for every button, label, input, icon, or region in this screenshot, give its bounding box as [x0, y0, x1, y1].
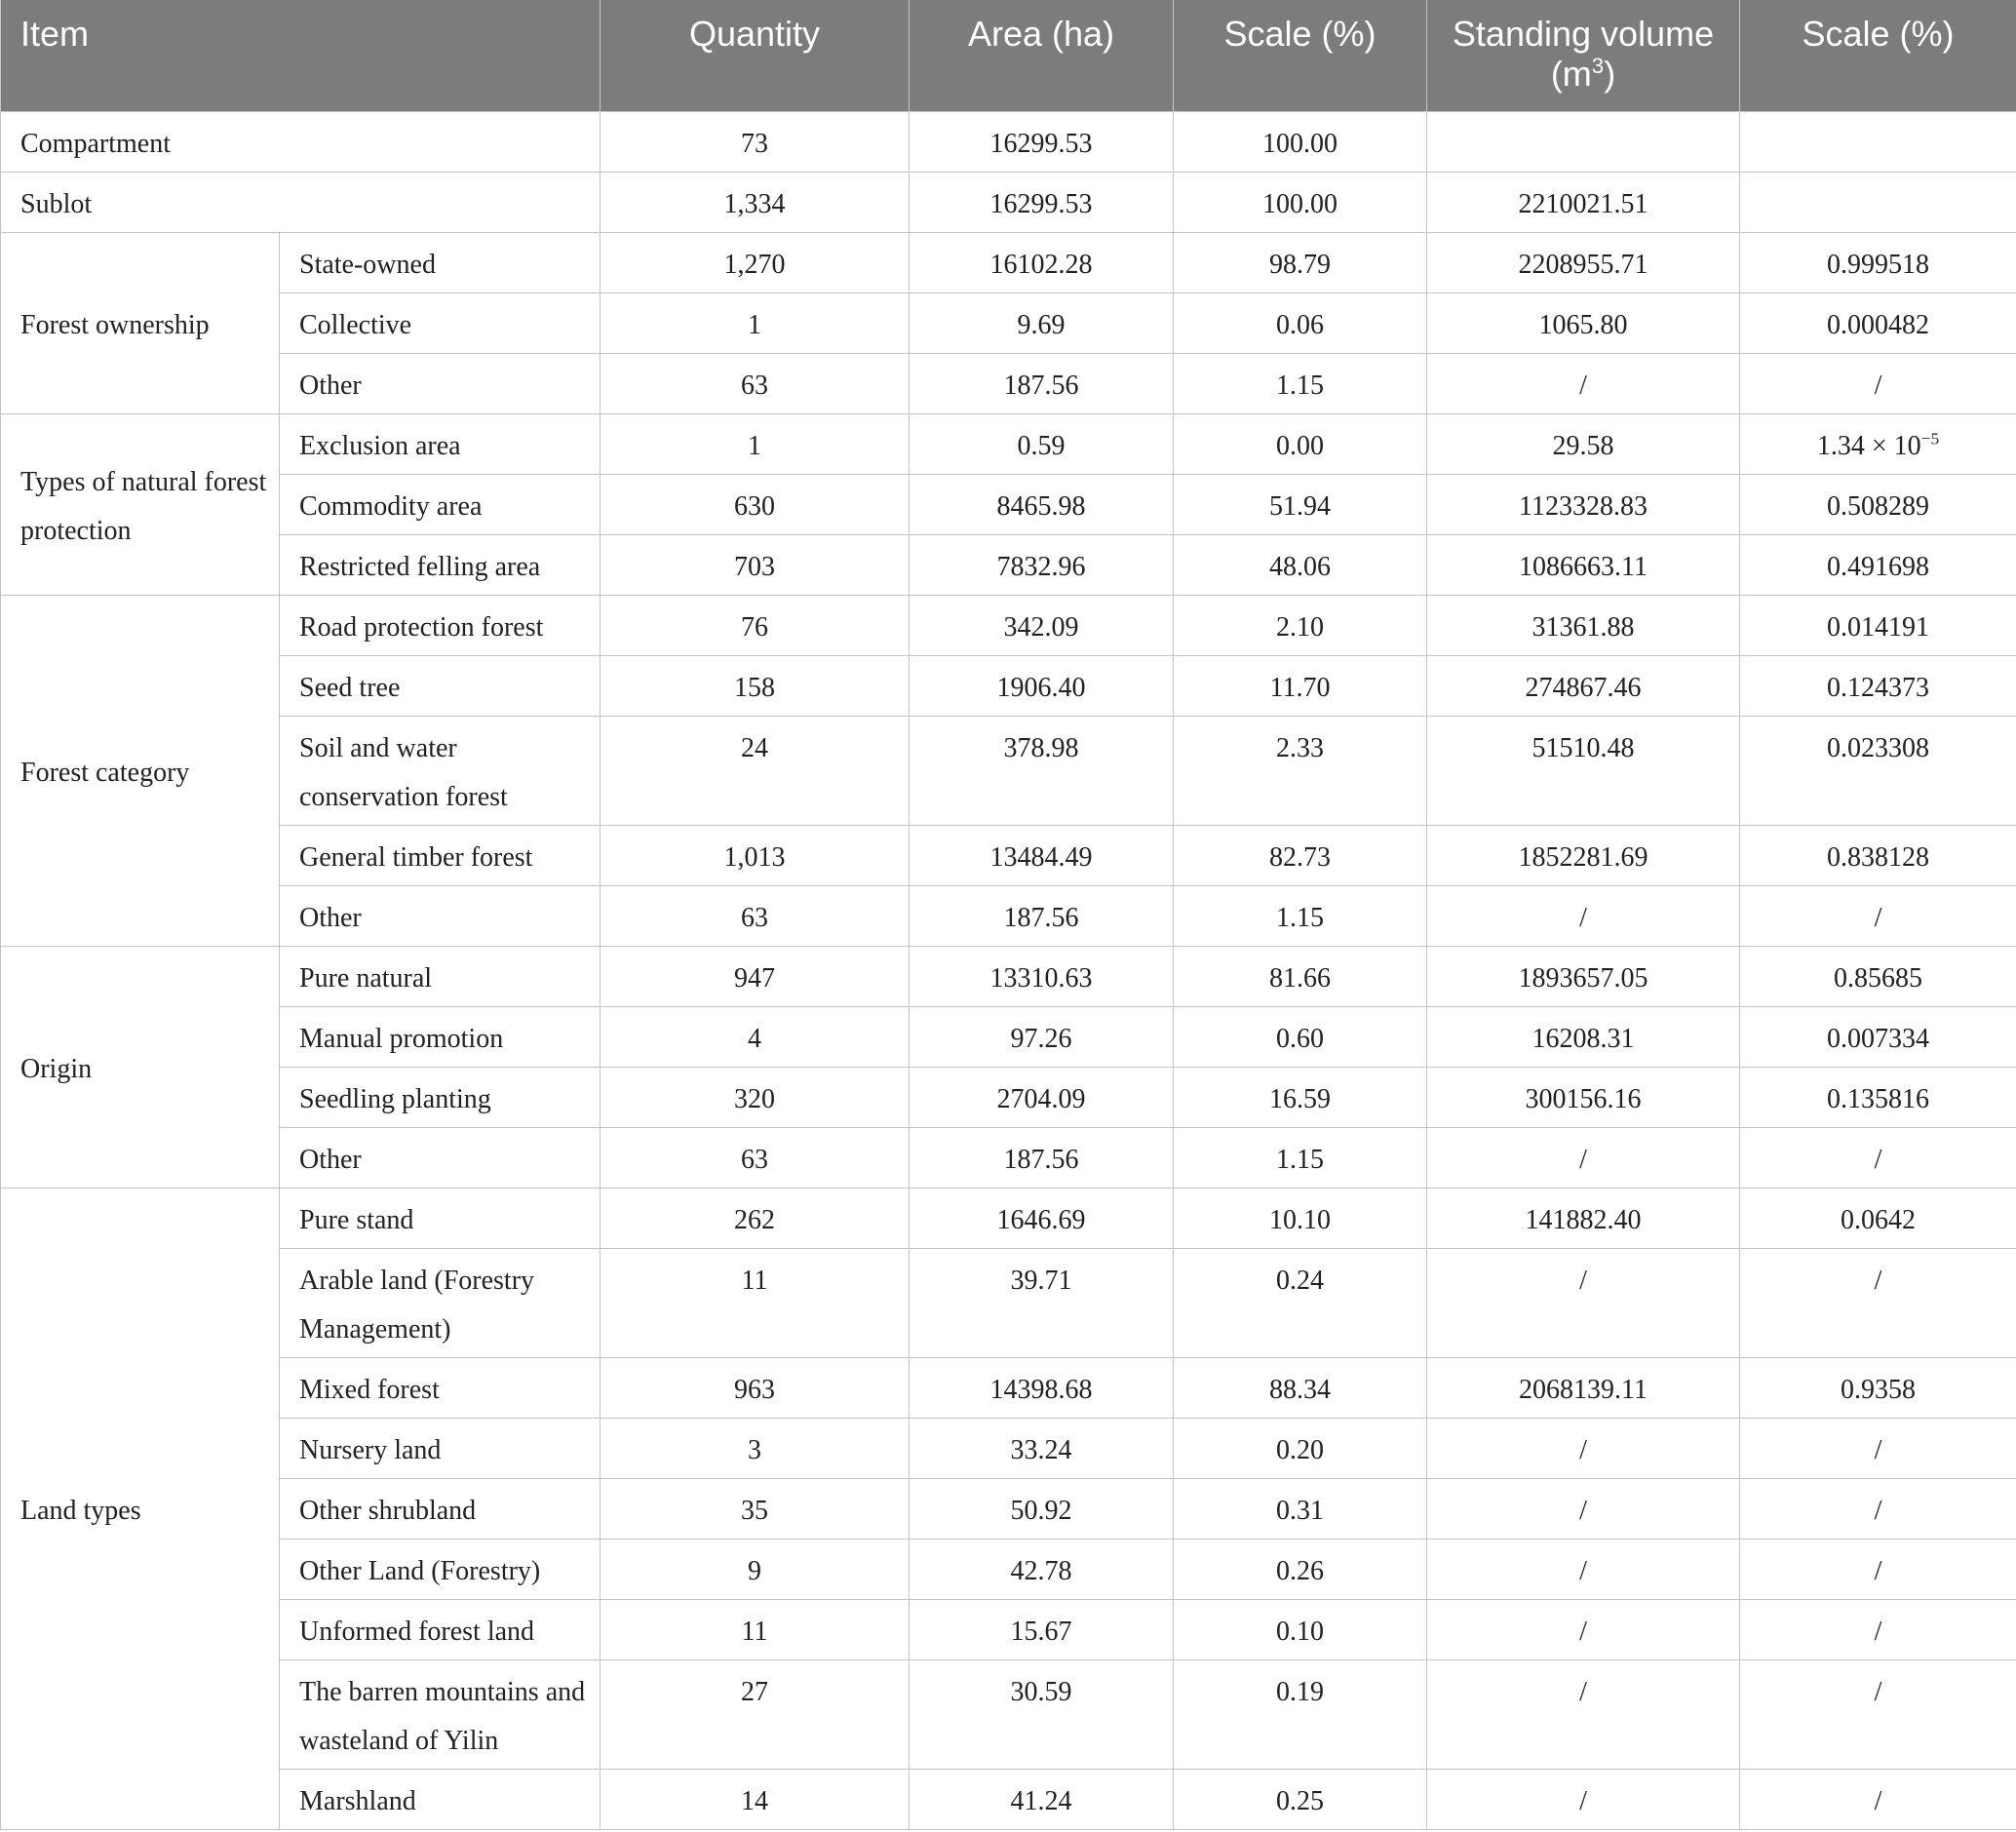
- volume-scale-cell: 0.135816: [1740, 1067, 2016, 1127]
- subitem-label: Other Land (Forestry): [280, 1539, 601, 1599]
- area-cell: 8465.98: [910, 474, 1174, 534]
- area-cell: 13310.63: [910, 946, 1174, 1006]
- area-cell: 15.67: [910, 1599, 1174, 1659]
- volume-cell: [1427, 111, 1740, 172]
- scale-cell: 0.10: [1174, 1599, 1427, 1659]
- quantity-cell: 14: [601, 1769, 910, 1829]
- area-cell: 9.69: [910, 292, 1174, 353]
- table-row: [1, 655, 2016, 716]
- table-row: [1, 1127, 2016, 1188]
- quantity-cell: 1,334: [601, 172, 910, 232]
- table-row: [1, 1248, 2016, 1357]
- area-cell: 97.26: [910, 1006, 1174, 1067]
- volume-cell: 1893657.05: [1427, 946, 1740, 1006]
- volume-scale-cell: 0.491698: [1740, 534, 2016, 595]
- volume-scale-cell: 0.999518: [1740, 232, 2016, 292]
- group-label: Forest category: [1, 595, 280, 946]
- volume-cell: /: [1427, 885, 1740, 946]
- subitem-label: The barren mountains and wasteland of Yilin: [280, 1659, 601, 1769]
- table-row: [1, 716, 2016, 825]
- volume-scale-cell: 0.838128: [1740, 825, 2016, 885]
- scale-cell: 48.06: [1174, 534, 1427, 595]
- volume-cell: 29.58: [1427, 413, 1740, 474]
- standing-volume-label: Standing volume (m: [1452, 14, 1715, 94]
- volume-scale-cell: /: [1740, 1478, 2016, 1539]
- table-row: [1, 232, 2016, 292]
- quantity-cell: 158: [601, 655, 910, 716]
- subitem-label: Road protection forest: [280, 595, 601, 655]
- table-row: [1, 534, 2016, 595]
- volume-cell: 1123328.83: [1427, 474, 1740, 534]
- subitem-label: Pure natural: [280, 946, 601, 1006]
- header-row: [1, 0, 2016, 111]
- scale-cell: 98.79: [1174, 232, 1427, 292]
- scale-cell: 1.15: [1174, 1127, 1427, 1188]
- table-row: [1, 1418, 2016, 1478]
- quantity-cell: 1,013: [601, 825, 910, 885]
- volume-cell: 2210021.51: [1427, 172, 1740, 232]
- volume-scale-cell: /: [1740, 1248, 2016, 1357]
- vscale-base: 1.34 × 10: [1816, 430, 1921, 461]
- scale-cell: 10.10: [1174, 1188, 1427, 1248]
- scale-cell: 88.34: [1174, 1357, 1427, 1418]
- quantity-cell: 630: [601, 474, 910, 534]
- cubic-superscript: 3: [1591, 54, 1605, 78]
- scale-cell: 11.70: [1174, 655, 1427, 716]
- subitem-label: Unformed forest land: [280, 1599, 601, 1659]
- subitem-label: Manual promotion: [280, 1006, 601, 1067]
- group-label: Origin: [1, 946, 280, 1188]
- table-row: [1, 353, 2016, 413]
- table-row: [1, 946, 2016, 1006]
- volume-scale-cell: /: [1740, 353, 2016, 413]
- quantity-cell: 24: [601, 716, 910, 825]
- table-row: [1, 1357, 2016, 1418]
- subitem-label: Other: [280, 885, 601, 946]
- volume-scale-cell: 0.0642: [1740, 1188, 2016, 1248]
- volume-cell: 2068139.11: [1427, 1357, 1740, 1418]
- table-row: [1, 172, 2016, 232]
- area-cell: 187.56: [910, 885, 1174, 946]
- table-row: [1, 825, 2016, 885]
- subitem-label: Arable land (Forestry Management): [280, 1248, 601, 1357]
- volume-scale-cell: /: [1740, 1418, 2016, 1478]
- area-cell: 16102.28: [910, 232, 1174, 292]
- volume-cell: /: [1427, 1478, 1740, 1539]
- area-cell: 7832.96: [910, 534, 1174, 595]
- volume-scale-cell: 0.124373: [1740, 655, 2016, 716]
- volume-cell: 1065.80: [1427, 292, 1740, 353]
- volume-cell: 1086663.11: [1427, 534, 1740, 595]
- scale-cell: 0.31: [1174, 1478, 1427, 1539]
- scale-cell: 2.10: [1174, 595, 1427, 655]
- header-volume-scale: Scale (%): [1740, 0, 2016, 111]
- subitem-label: Other: [280, 353, 601, 413]
- subitem-label: Nursery land: [280, 1418, 601, 1478]
- scale-cell: 81.66: [1174, 946, 1427, 1006]
- scale-cell: 0.19: [1174, 1659, 1427, 1769]
- subitem-label: Seedling planting: [280, 1067, 601, 1127]
- volume-cell: /: [1427, 1248, 1740, 1357]
- quantity-cell: 73: [601, 111, 910, 172]
- area-cell: 342.09: [910, 595, 1174, 655]
- area-cell: 16299.53: [910, 111, 1174, 172]
- volume-cell: /: [1427, 1599, 1740, 1659]
- area-cell: 378.98: [910, 716, 1174, 825]
- volume-scale-cell: [1740, 413, 2016, 474]
- scale-cell: 2.33: [1174, 716, 1427, 825]
- subitem-label: Commodity area: [280, 474, 601, 534]
- area-cell: 2704.09: [910, 1067, 1174, 1127]
- subitem-label: Other shrubland: [280, 1478, 601, 1539]
- table-row: [1, 1659, 2016, 1769]
- volume-scale-cell: /: [1740, 1599, 2016, 1659]
- volume-scale-cell: 0.508289: [1740, 474, 2016, 534]
- scale-cell: 0.00: [1174, 413, 1427, 474]
- header-quantity: Quantity: [601, 0, 910, 111]
- volume-cell: /: [1427, 1659, 1740, 1769]
- table-row: [1, 595, 2016, 655]
- subitem-label: General timber forest: [280, 825, 601, 885]
- volume-scale-cell: /: [1740, 1127, 2016, 1188]
- volume-cell: 2208955.71: [1427, 232, 1740, 292]
- volume-scale-cell: /: [1740, 1769, 2016, 1829]
- table-row: [1, 1478, 2016, 1539]
- row-label: Sublot: [1, 172, 601, 232]
- header-standing-volume: [1427, 0, 1740, 111]
- subitem-label: Pure stand: [280, 1188, 601, 1248]
- volume-scale-cell: 0.014191: [1740, 595, 2016, 655]
- volume-cell: 1852281.69: [1427, 825, 1740, 885]
- scale-cell: 1.15: [1174, 885, 1427, 946]
- area-cell: 0.59: [910, 413, 1174, 474]
- scale-cell: 51.94: [1174, 474, 1427, 534]
- group-label: Land types: [1, 1188, 280, 1829]
- subitem-label: Other: [280, 1127, 601, 1188]
- quantity-cell: 1,270: [601, 232, 910, 292]
- scale-cell: 0.26: [1174, 1539, 1427, 1599]
- table-row: [1, 1769, 2016, 1829]
- scale-cell: 16.59: [1174, 1067, 1427, 1127]
- quantity-cell: 963: [601, 1357, 910, 1418]
- area-cell: 39.71: [910, 1248, 1174, 1357]
- quantity-cell: 3: [601, 1418, 910, 1478]
- quantity-cell: 262: [601, 1188, 910, 1248]
- volume-scale-cell: [1740, 111, 2016, 172]
- quantity-cell: 63: [601, 885, 910, 946]
- area-cell: 187.56: [910, 353, 1174, 413]
- quantity-cell: 27: [601, 1659, 910, 1769]
- standing-volume-close: ): [1604, 54, 1616, 94]
- header-item: Item: [1, 0, 601, 111]
- quantity-cell: 1: [601, 292, 910, 353]
- area-cell: 42.78: [910, 1539, 1174, 1599]
- area-cell: 33.24: [910, 1418, 1174, 1478]
- table-row: [1, 1006, 2016, 1067]
- volume-cell: 31361.88: [1427, 595, 1740, 655]
- quantity-cell: 63: [601, 353, 910, 413]
- table-row: [1, 1539, 2016, 1599]
- quantity-cell: 63: [601, 1127, 910, 1188]
- quantity-cell: 947: [601, 946, 910, 1006]
- subitem-label: Collective: [280, 292, 601, 353]
- area-cell: 14398.68: [910, 1357, 1174, 1418]
- subitem-label: Seed tree: [280, 655, 601, 716]
- group-label: Forest ownership: [1, 232, 280, 413]
- table-row: [1, 1599, 2016, 1659]
- subitem-label: State-owned: [280, 232, 601, 292]
- group-label: Types of natural forest protection: [1, 413, 280, 595]
- volume-scale-cell: 0.85685: [1740, 946, 2016, 1006]
- quantity-cell: 4: [601, 1006, 910, 1067]
- volume-cell: /: [1427, 1769, 1740, 1829]
- vscale-exponent: −5: [1920, 429, 1940, 448]
- area-cell: 41.24: [910, 1769, 1174, 1829]
- volume-cell: 274867.46: [1427, 655, 1740, 716]
- volume-scale-cell: [1740, 172, 2016, 232]
- area-cell: 1906.40: [910, 655, 1174, 716]
- table-row: [1, 1067, 2016, 1127]
- area-cell: 16299.53: [910, 172, 1174, 232]
- scale-cell: 0.24: [1174, 1248, 1427, 1357]
- volume-scale-cell: 0.007334: [1740, 1006, 2016, 1067]
- subitem-label: Marshland: [280, 1769, 601, 1829]
- scale-cell: 1.15: [1174, 353, 1427, 413]
- subitem-label: Exclusion area: [280, 413, 601, 474]
- area-cell: 13484.49: [910, 825, 1174, 885]
- scale-cell: 82.73: [1174, 825, 1427, 885]
- quantity-cell: 11: [601, 1248, 910, 1357]
- table-row: [1, 1188, 2016, 1248]
- volume-scale-cell: /: [1740, 885, 2016, 946]
- volume-cell: /: [1427, 1539, 1740, 1599]
- subitem-label: Restricted felling area: [280, 534, 601, 595]
- volume-scale-cell: 0.000482: [1740, 292, 2016, 353]
- area-cell: 187.56: [910, 1127, 1174, 1188]
- volume-cell: /: [1427, 1418, 1740, 1478]
- area-cell: 50.92: [910, 1478, 1174, 1539]
- scale-cell: 0.06: [1174, 292, 1427, 353]
- quantity-cell: 35: [601, 1478, 910, 1539]
- volume-scale-cell: 0.9358: [1740, 1357, 2016, 1418]
- scale-cell: 0.60: [1174, 1006, 1427, 1067]
- volume-cell: 51510.48: [1427, 716, 1740, 825]
- scale-cell: 100.00: [1174, 111, 1427, 172]
- area-cell: 30.59: [910, 1659, 1174, 1769]
- table-row: [1, 292, 2016, 353]
- subitem-label: Soil and water conservation forest: [280, 716, 601, 825]
- volume-cell: 141882.40: [1427, 1188, 1740, 1248]
- volume-cell: /: [1427, 353, 1740, 413]
- header-scale: Scale (%): [1174, 0, 1427, 111]
- subitem-label: Mixed forest: [280, 1357, 601, 1418]
- header-area: Area (ha): [910, 0, 1174, 111]
- volume-scale-cell: 0.023308: [1740, 716, 2016, 825]
- quantity-cell: 320: [601, 1067, 910, 1127]
- table-row: [1, 111, 2016, 172]
- scale-cell: 0.20: [1174, 1418, 1427, 1478]
- quantity-cell: 703: [601, 534, 910, 595]
- area-cell: 1646.69: [910, 1188, 1174, 1248]
- table-row: [1, 885, 2016, 946]
- row-label: Compartment: [1, 111, 601, 172]
- scale-cell: 0.25: [1174, 1769, 1427, 1829]
- volume-scale-cell: /: [1740, 1539, 2016, 1599]
- volume-cell: /: [1427, 1127, 1740, 1188]
- volume-cell: 16208.31: [1427, 1006, 1740, 1067]
- quantity-cell: 11: [601, 1599, 910, 1659]
- quantity-cell: 1: [601, 413, 910, 474]
- table-row: [1, 413, 2016, 474]
- table-row: [1, 474, 2016, 534]
- scale-cell: 100.00: [1174, 172, 1427, 232]
- quantity-cell: 9: [601, 1539, 910, 1599]
- volume-scale-cell: /: [1740, 1659, 2016, 1769]
- volume-cell: 300156.16: [1427, 1067, 1740, 1127]
- quantity-cell: 76: [601, 595, 910, 655]
